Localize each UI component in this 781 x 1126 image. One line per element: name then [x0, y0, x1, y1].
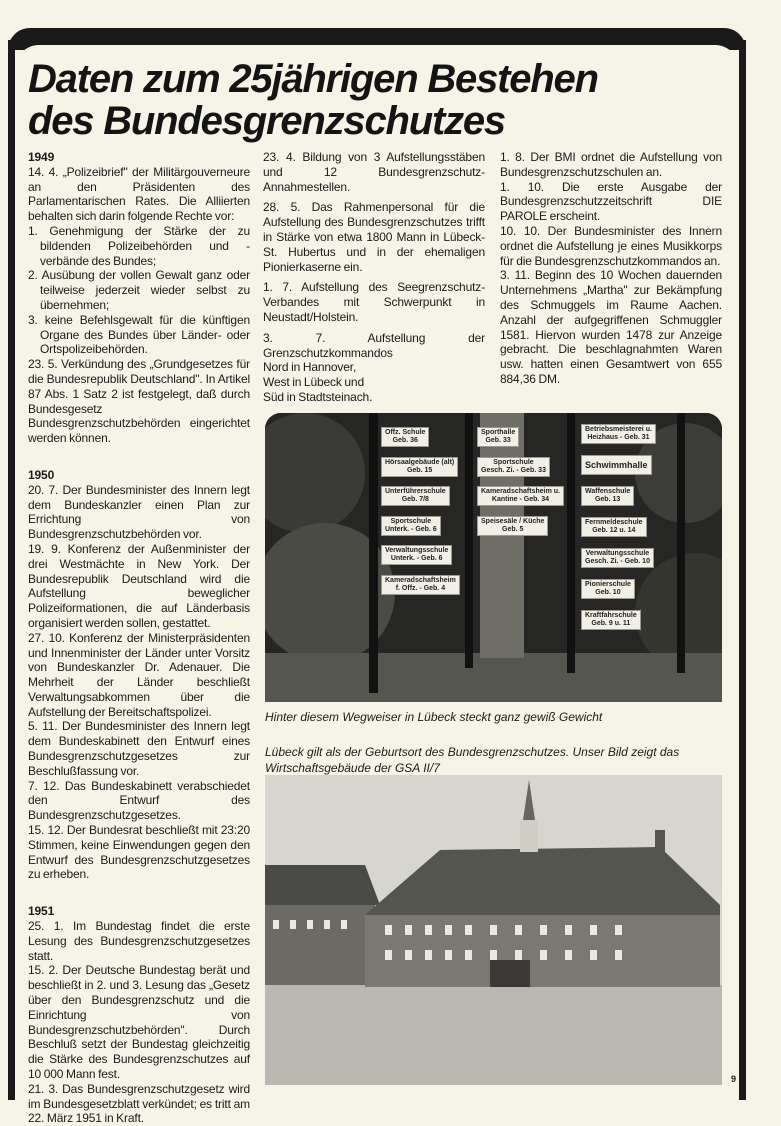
page-frame-left	[8, 40, 15, 1100]
rights-list	[28, 224, 250, 357]
entry: 14. 4. „Polizeibrief" der Militärgouverneure an den Präsidenten des Parlamentarischen Rates. Die Alliierten behalten sich darin folgende Rechte vor:	[28, 164, 250, 224]
sign	[581, 579, 635, 599]
sign-text: Sporthalle	[481, 429, 516, 436]
building-photo	[265, 775, 722, 1085]
article-title	[28, 58, 598, 142]
list-item: 1. Genehmigung der Stärke der zu bildenden Polizeibehörden und -verbände des Bundes;	[28, 223, 250, 268]
sign-text: Heizhaus - Geb. 31	[587, 434, 650, 442]
year-heading-1950: 1950	[28, 467, 55, 482]
sign-text: Geb. 36	[392, 437, 418, 445]
sign-text: Offz. Schule	[385, 429, 426, 436]
sign-text: Kantine - Geb. 34	[491, 496, 550, 504]
photo-2-caption: Lübeck gilt als der Geburtsort des Bundesgrenzschutzes. Unser Bild zeigt das Wirtschaftsgebäude der GSA II/7	[265, 745, 680, 775]
photo-1-caption: Hinter diesem Wegweiser in Lübeck steckt ganz gewiß Gewicht	[265, 710, 603, 724]
sign	[581, 517, 647, 537]
sign-text: Kameradschaftsheim	[385, 576, 456, 584]
year-heading-1951: 1951	[28, 904, 55, 919]
sign-text: Kameradschaftsheim u.	[481, 488, 560, 495]
entry: 7. 12. Das Bundeskabinett verabschiedet den Entwurf des Bundesgrenzschutzgesetzes.	[28, 778, 250, 823]
entry: 27. 10. Konferenz der Ministerpräsidenten und Innenminister der Länder unter Vorsitz von Bundeskanzler Dr. Adenauer. Die Mehrheit der Länder beschließt Verwaltungsabkommen über die Aufstellung der Bereitschaftspolizei.	[28, 630, 250, 719]
sign-text: Geb. 33	[485, 437, 511, 445]
sign-text: Geb. 10	[595, 589, 621, 597]
page-frame-right	[739, 40, 746, 1100]
entry: 23. 5. Verkündung des „Grundgesetzes für die Bundesrepublik Deutschland". In Artikel 87 Abs. 1 Satz 2 ist festgelegt, daß durch Bundesgesetz Bundesgrenzschutzbehörden eingerichtet werden können.	[28, 357, 250, 446]
sign	[581, 610, 641, 630]
sign-text: Geb. 13	[594, 496, 621, 504]
entry: 5. 11. Der Bundesminister des Innern legt dem Bundeskabinett den Entwurf eines Bundesgrenzschutzgesetzes zur Beschlußfassung vor.	[28, 719, 250, 778]
sign	[581, 486, 634, 506]
sign-text: Sportschule	[493, 458, 534, 466]
sign-text: f. Offz. - Geb. 4	[395, 584, 446, 592]
entry: 23. 4. Bildung von 3 Aufstellungsstäben und 12 Bundesgrenzschutz-Annahmestellen.	[263, 150, 485, 194]
sign	[581, 424, 656, 444]
sign-text: Geb. 9 u. 11	[591, 620, 631, 628]
entry-line: Süd in Stadtsteinach.	[263, 389, 373, 404]
sign-text: Gesch. Zi. - Geb. 33	[481, 466, 546, 474]
section-1949	[28, 150, 250, 446]
section-1950	[28, 468, 250, 882]
sign-text: Unterführerschule	[385, 488, 446, 495]
entry: 15. 12. Der Bundesrat beschließt mit 23:20 Stimmen, keine Einwendungen gegen den Entwurf des Bundesgrenzschutzgesetzes zu erheben.	[28, 823, 250, 882]
column-1	[28, 150, 250, 1126]
entry: 3. 11. Beginn des 10 Wochen dauernden Unternehmens „Martha" zur Bekämpfung des Schmuggels im Raume Aachen. Anzahl der aufgegriffenen Schmuggler 1581. Hiervon wurden 1478 zur Anzeige gebracht. Die beschlagnahmten Waren usw. hatten einen Gesamtwert von 655 884,36 DM.	[500, 268, 722, 386]
sign-text: Geb. 5	[502, 525, 524, 533]
sign-text: Speisesäle / Küche	[481, 517, 545, 525]
title-line-2: des Bundesgrenzschutzes	[28, 99, 505, 143]
page-number: 9	[731, 1074, 737, 1084]
section-1951	[28, 904, 250, 1126]
entry: 1. 7. Aufstellung des Seegrenzschutz-Verbandes mit Schwerpunkt in Neustadt/Holstein.	[263, 280, 485, 324]
sign	[581, 455, 652, 475]
sign-text: Verwaltungsschule	[585, 550, 650, 557]
sign-text: Schwimmhalle	[585, 460, 648, 470]
building-illustration	[265, 775, 722, 1085]
entry: 1. 8. Der BMI ordnet die Aufstellung von Bundesgrenzschutzschulen an.	[500, 150, 722, 179]
sign-text: Geb. 7/8	[401, 496, 429, 504]
entry: 15. 2. Der Deutsche Bundestag berät und beschließt in 2. und 3. Lesung das „Gesetz über den Bundesgrenzschutz und die Einrichtung von Bundesgrenzschutzbehörden". Durch Beschluß setzt der Bundestag gleichzeitig die Stärke des Bundesgrenzschutzes auf 10 000 Mann fest.	[28, 963, 250, 1082]
sign-text: Gesch. Zi. - Geb. 10	[585, 558, 650, 566]
sign-text: Betriebsmeisterei u.	[585, 426, 652, 433]
entry-line: Nord in Hannover,	[263, 360, 357, 375]
entry: 21. 3. Das Bundesgrenzschutzgesetz wird im Bundesgesetzblatt verkündet; es tritt am 22. März 1951 in Kraft.	[28, 1081, 250, 1126]
sign-text: Fernmeldeschule	[585, 519, 643, 526]
entry: 3. 7. Aufstellung der Grenzschutzkommandos	[263, 330, 485, 360]
sign	[581, 548, 654, 568]
year-heading-1949: 1949	[28, 150, 55, 164]
sign-text: Geb. 12 u. 14	[592, 527, 636, 535]
entry: 28. 5. Das Rahmenpersonal für die Aufstellung des Bundesgrenzschutzes trifft in Stärke von etwa 1800 Mann in Lübeck-St. Hubertus und in der ehemaligen Pionierkaserne ein.	[263, 200, 485, 274]
list-item: 2. Ausübung der vollen Gewalt ganz oder teilweise jederzeit wieder selbst zu übernehmen;	[28, 268, 250, 312]
sign-text: Geb. 15	[406, 466, 433, 474]
entry: 20. 7. Der Bundesminister des Innern legt dem Bundeskanzler einen Plan zur Errichtung von Bundesgrenzschutzbehörden vor.	[28, 482, 250, 542]
sign-text: Sportschule	[390, 517, 432, 525]
entry: 10. 10. Der Bundesminister des Innern ordnet die Aufstellung je eines Musikkorps für die Bundesgrenzschutzkommandos an.	[500, 223, 722, 268]
entry: 19. 9. Konferenz der Außenminister der drei Westmächte in New York. Der Bundesrepublik Deutschland wird die Aufstellung beweglicher Polizeiformationen, die auf Länderbasis organisiert werden sollen, gestattet.	[28, 541, 250, 630]
entry: 1. 10. Die erste Ausgabe der Bundesgrenzschutzzeitschrift DIE PAROLE erscheint.	[500, 179, 722, 224]
sign-text: Unterk. - Geb. 6	[385, 525, 437, 533]
sign-text: Hörsaalgebäude (alt)	[385, 458, 455, 466]
sign-text: Pionierschule	[585, 581, 631, 588]
entry: 25. 1. Im Bundestag findet die erste Lesung des Bundesgrenzschutzgesetzes statt.	[28, 919, 250, 963]
sign-text: Kraftfahrschule	[585, 612, 637, 619]
column-2	[263, 150, 485, 405]
title-line-1: Daten zum 25jährigen Bestehen	[28, 57, 598, 101]
sign-text: Verwaltungsschule	[385, 547, 449, 554]
signpost-photo	[265, 413, 722, 702]
signs-right	[265, 413, 722, 702]
sign-text: Unterk. - Geb. 6	[390, 555, 443, 563]
entry-line: West in Lübeck und	[263, 375, 364, 390]
column-3	[500, 150, 722, 387]
sign-text: Waffenschule	[585, 488, 631, 495]
list-item: 3. keine Befehlsgewalt für die künftigen Organe des Bundes über Länder- oder Ortspolizeibehörden.	[28, 312, 250, 357]
